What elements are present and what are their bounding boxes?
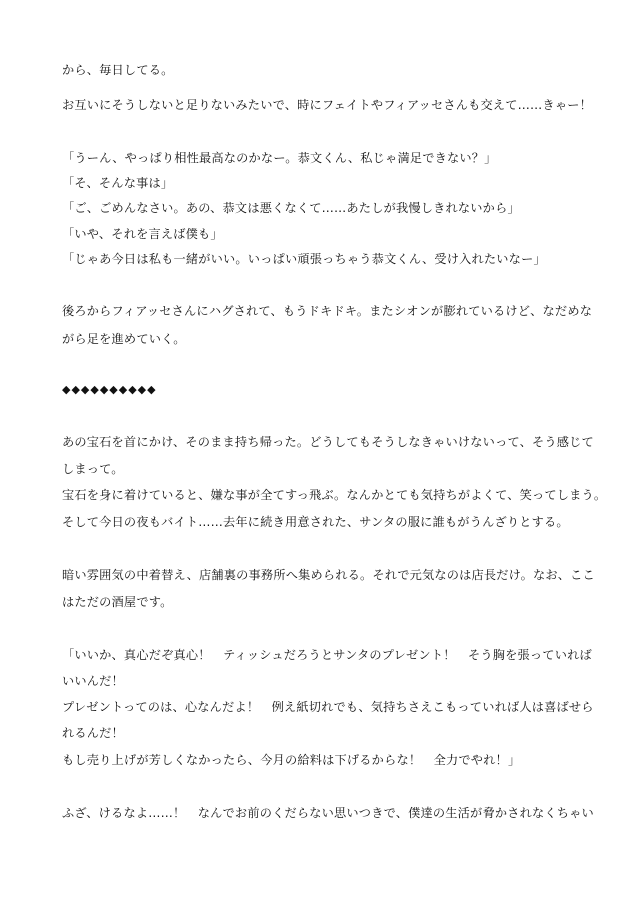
text-line: しまって。	[62, 462, 124, 476]
dialogue-line: 「ご、ごめんなさい。あの、恭文は悪くなくて……あたしが我慢しきれないから」	[62, 201, 520, 215]
dialogue-line: れるんだ！	[62, 726, 124, 740]
text-line: 宝石を身に着けていると、嫌な事が全てすっ飛ぶ。なんかとても気持ちがよくて、笑ってしまう。	[62, 488, 607, 502]
dialogue-line: 「うーん、やっぱり相性最高なのかなー。恭文くん、私じゃ満足できない？」	[62, 151, 497, 165]
dialogue-line: いいんだ！	[62, 674, 124, 688]
text-line: はただの酒屋です。	[62, 595, 173, 609]
text-line: あの宝石を首にかけ、そのまま持ち帰った。どうしてもそうしなきゃいけないって、そう感じて	[62, 435, 594, 449]
text-line: 後ろからフィアッセさんにハグされて、もうドキドキ。またシオンが膨れているけど、なだめな	[62, 304, 593, 318]
text-line: お互いにそうしないと足りないみたいで、時にフェイトやフィアッセさんも交えて……きゃー！	[62, 98, 592, 112]
scene-separator: ◆◆◆◆◆◆◆◆◆◆	[62, 383, 157, 396]
text-line: ふざ、けるなよ……！ なんでお前のくだらない思いつきで、僕達の生活が脅かされなくちゃい	[62, 806, 594, 820]
text-line: がら足を進めていく。	[62, 332, 186, 346]
dialogue-line: 「いいか、真心だぞ真心！ ティッシュだろうとサンタのプレゼント！ そう胸を張っていれば	[62, 648, 592, 662]
dialogue-line: 「そ、そんな事は」	[62, 176, 174, 190]
text-line: 暗い雰囲気の中着替え、店舗裏の事務所へ集められる。それで元気なのは店長だけ。なお、ここ	[62, 568, 595, 582]
dialogue-line: 「じゃあ今日は私も一緒がいい。いっぱい頑張っちゃう恭文くん、受け入れたいなー」	[62, 252, 546, 266]
dialogue-line: 「いや、それを言えば僕も」	[62, 227, 223, 241]
dialogue-line: プレゼントってのは、心なんだよ！ 例え紙切れでも、気持ちさえこもっていれば人は喜ばせら	[62, 700, 594, 714]
text-line: そして今日の夜もバイト……去年に続き用意された、サンタの服に誰もがうんざりとする。	[62, 515, 569, 529]
text-line: から、毎日してる。	[62, 63, 174, 77]
dialogue-line: もし売り上げが芳しくなかったら、今月の給料は下げるからな！ 全力でやれ！」	[62, 753, 521, 767]
